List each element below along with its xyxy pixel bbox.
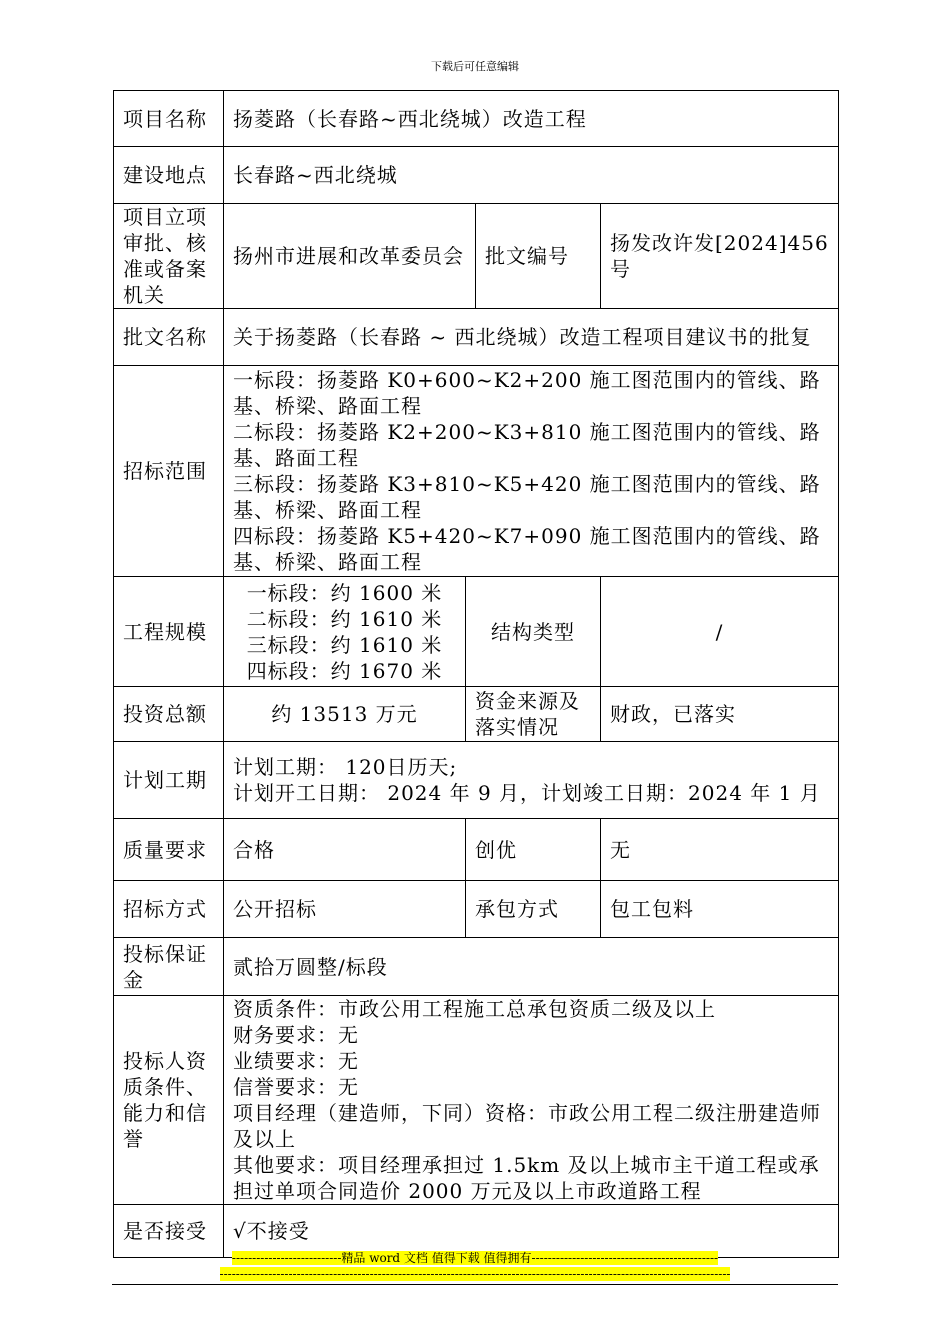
value-doc-name: 关于扬菱路（长春路 ~ 西北绕城）改造工程项目建议书的批复 — [224, 309, 839, 366]
scope-line: 三标段：扬菱路 K3+810~K5+420 施工图范围内的管线、路基、桥梁、路面工程 — [233, 472, 821, 522]
value-schedule — [224, 742, 839, 819]
label-approval: 项目立项审批、核准或备案机关 — [114, 204, 224, 309]
row-quality — [114, 819, 839, 881]
value-location: 长春路~西北绕城 — [224, 147, 839, 204]
value-bond: 贰拾万圆整/标段 — [224, 938, 839, 996]
value-scale — [224, 577, 466, 687]
schedule-dates: 计划开工日期： 2024 年 9 月，计划竣工日期：2024 年 1 月 — [233, 781, 821, 805]
value-project-name: 扬菱路（长春路~西北绕城）改造工程 — [224, 91, 839, 147]
footer-banner — [0, 1251, 950, 1266]
page-header: 下载后可任意编辑 — [431, 60, 519, 73]
label-contract: 承包方式 — [466, 881, 601, 938]
qualification-line: 业绩要求：无 — [233, 1049, 359, 1073]
scope-line: 一标段：扬菱路 K0+600~K2+200 施工图范围内的管线、路基、桥梁、路面工程 — [233, 368, 821, 418]
row-scope — [114, 366, 839, 577]
label-doc-name: 批文名称 — [114, 309, 224, 366]
qualification-line: 信誉要求：无 — [233, 1075, 359, 1099]
scope-line: 二标段：扬菱路 K2+200~K3+810 施工图范围内的管线、路基、路面工程 — [233, 420, 821, 470]
label-consortium: 是否接受 — [114, 1205, 224, 1258]
label-fund-source: 资金来源及落实情况 — [466, 687, 601, 742]
value-bidding: 公开招标 — [224, 881, 466, 938]
footer-dash-line: ------------------------------------------------------------------------------------------------------------------------------ — [219, 1267, 731, 1281]
label-investment: 投资总额 — [114, 687, 224, 742]
qualification-line: 资质条件：市政公用工程施工总承包资质二级及以上 — [233, 997, 716, 1021]
row-qualification — [114, 996, 839, 1205]
value-fund-source: 财政，已落实 — [601, 687, 839, 742]
scale-line: 一标段：约 1600 米 — [246, 580, 443, 605]
schedule-duration: 计划工期： 120日历天; — [233, 755, 458, 779]
row-investment — [114, 687, 839, 742]
qualification-line: 其他要求：项目经理承担过 1.5km 及以上城市主干道工程或承担过单项合同造价 2000 万元及以上市政道路工程 — [233, 1153, 820, 1203]
row-schedule — [114, 742, 839, 819]
row-bidding — [114, 881, 839, 938]
value-investment: 约 13513 万元 — [224, 687, 466, 742]
row-location — [114, 147, 839, 204]
qualification-line: 项目经理（建造师，下同）资格：市政公用工程二级注册建造师及以上 — [233, 1101, 821, 1151]
value-quality: 合格 — [224, 819, 466, 881]
value-structure: / — [601, 577, 839, 687]
row-doc-name — [114, 309, 839, 366]
label-bidding: 招标方式 — [114, 881, 224, 938]
footer-text: ---------------------------精品 word 文档 值得下载 值得拥有---------------------------------------------- — [231, 1251, 719, 1265]
value-qualification — [224, 996, 839, 1205]
label-scale: 工程规模 — [114, 577, 224, 687]
scale-line: 二标段：约 1610 米 — [246, 606, 443, 631]
label-qualification: 投标人资质条件、能力和信誉 — [114, 996, 224, 1205]
footer-dashes — [0, 1267, 950, 1282]
value-consortium: √不接受 — [224, 1205, 839, 1258]
row-consortium — [114, 1205, 839, 1258]
label-bond: 投标保证金 — [114, 938, 224, 996]
value-contract: 包工包料 — [601, 881, 839, 938]
label-scope: 招标范围 — [114, 366, 224, 577]
row-scale — [114, 577, 839, 687]
value-excellence: 无 — [601, 819, 839, 881]
row-bond — [114, 938, 839, 996]
row-approval — [114, 204, 839, 309]
label-approval-number: 批文编号 — [476, 204, 601, 309]
label-schedule: 计划工期 — [114, 742, 224, 819]
label-location: 建设地点 — [114, 147, 224, 204]
value-approval: 扬州市进展和改革委员会 — [224, 204, 476, 309]
scale-line: 三标段：约 1610 米 — [246, 632, 443, 657]
label-quality: 质量要求 — [114, 819, 224, 881]
footer-divider — [112, 1284, 838, 1285]
label-project-name: 项目名称 — [114, 91, 224, 147]
label-excellence: 创优 — [466, 819, 601, 881]
scale-line: 四标段：约 1670 米 — [246, 658, 443, 683]
row-project-name — [114, 91, 839, 147]
project-info-table — [113, 90, 839, 1258]
qualification-line: 财务要求：无 — [233, 1023, 359, 1047]
value-approval-number: 扬发改许发[2024]456号 — [601, 204, 839, 309]
value-scope — [224, 366, 839, 577]
scope-line: 四标段：扬菱路 K5+420~K7+090 施工图范围内的管线、路基、桥梁、路面工程 — [233, 524, 821, 574]
label-structure: 结构类型 — [466, 577, 601, 687]
